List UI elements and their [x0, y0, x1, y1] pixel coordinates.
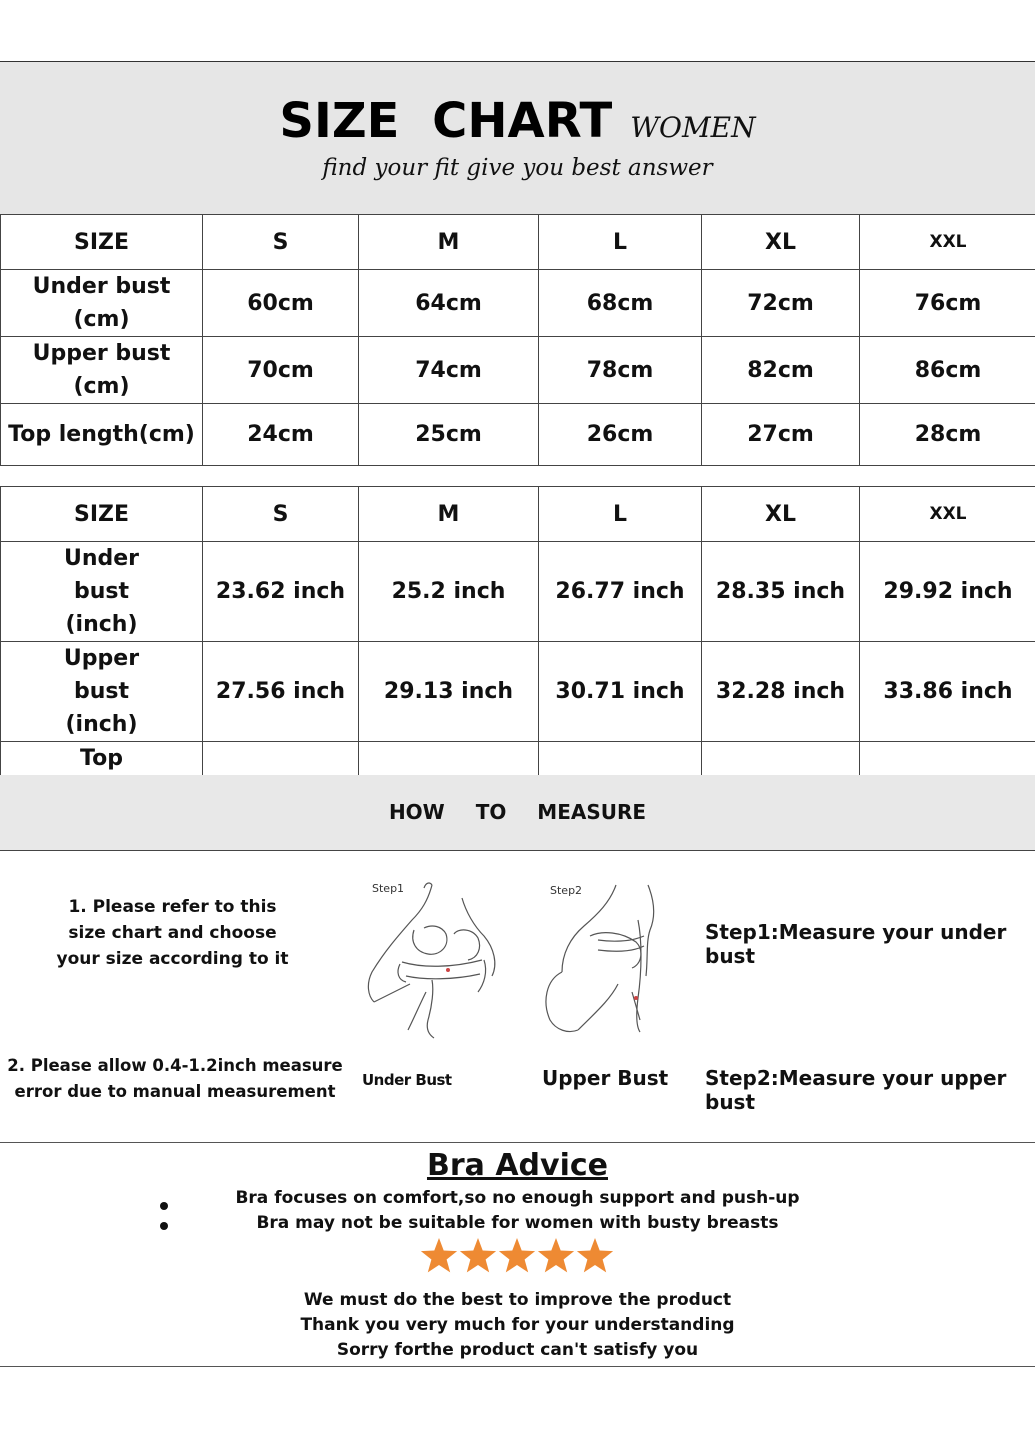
advice-title: Bra Advice: [426, 1148, 608, 1183]
note-size-chart: 1. Please refer to this size chart and choose your size according to it: [56, 897, 289, 969]
table-cell: 30.71 inch: [539, 642, 702, 742]
table-cell: 25.2 inch: [359, 542, 539, 642]
row-label: Upper bust (cm): [1, 337, 203, 404]
advice-line-2: Bra may not be suitable for women with busty breasts: [256, 1213, 779, 1233]
size-header-cell: SIZE: [1, 215, 203, 270]
section-divider: [0, 1366, 1035, 1367]
row-label: Top length(cm): [1, 404, 203, 466]
row-label: Upper bust (inch): [1, 642, 203, 742]
title-block: [0, 93, 1035, 149]
step2-instruction: Step2:Measure your upper bust: [705, 1066, 1007, 1114]
star-icon: [499, 1238, 535, 1272]
upper-bust-illustration: [538, 880, 668, 1040]
table-cell: 23.62 inch: [203, 542, 359, 642]
title-suffix: WOMEN: [630, 111, 756, 144]
table-row: [1, 642, 1035, 742]
table-cell: 32.28 inch: [702, 642, 860, 742]
table-cell: 27cm: [702, 404, 860, 466]
row-label: Top: [1, 742, 203, 842]
star-icon: [460, 1238, 496, 1272]
size-xxl: XXL: [860, 215, 1035, 270]
table-cell: 26.77 inch: [539, 542, 702, 642]
table-row: [1, 337, 1035, 404]
stars-svg: [420, 1237, 615, 1275]
table-cell: 26cm: [539, 404, 702, 466]
advice-line-4: Thank you very much for your understanding: [300, 1315, 735, 1335]
table-cell: 78cm: [539, 337, 702, 404]
size-l: L: [539, 215, 702, 270]
size-header-cell: SIZE: [1, 487, 203, 542]
advice-line-5: Sorry forthe product can't satisfy you: [336, 1340, 699, 1360]
table-cell: 24cm: [203, 404, 359, 466]
table-cell: 25cm: [359, 404, 539, 466]
step1-tag: Step1: [372, 882, 405, 895]
step2-caption: Upper Bust: [542, 1066, 669, 1090]
table-cell: 33.86 inch: [860, 642, 1035, 742]
size-xxl: XXL: [860, 487, 1035, 542]
star-icon: [421, 1238, 457, 1272]
table-cell: 64cm: [359, 270, 539, 337]
table-header-row: [1, 215, 1035, 270]
size-m: M: [359, 487, 539, 542]
table-cell: 72cm: [702, 270, 860, 337]
step2-tag: Step2: [550, 884, 583, 897]
size-xl: XL: [702, 487, 860, 542]
page-title: SIZE CHART: [279, 93, 613, 149]
row-label: Under bust (cm): [1, 270, 203, 337]
advice-line-1: Bra focuses on comfort,so no enough support and push-up: [235, 1188, 800, 1208]
size-xl: XL: [702, 215, 860, 270]
star-icon: [577, 1238, 613, 1272]
table-cell: 60cm: [203, 270, 359, 337]
table-cell: 74cm: [359, 337, 539, 404]
size-l: L: [539, 487, 702, 542]
step1-instruction: Step1:Measure your under bust: [705, 920, 1007, 968]
advice-line-3: We must do the best to improve the product: [303, 1290, 732, 1310]
note-measure-error: 2. Please allow 0.4-1.2inch measure error due to manual measurement: [7, 1056, 343, 1101]
under-bust-illustration: [362, 880, 512, 1040]
star-rating: [0, 1237, 1035, 1279]
size-m: M: [359, 215, 539, 270]
table-row: [1, 542, 1035, 642]
table-cell: 27.56 inch: [203, 642, 359, 742]
table-cell: 76cm: [860, 270, 1035, 337]
table-cell: 29.13 inch: [359, 642, 539, 742]
size-table-cm: [0, 214, 1035, 466]
table-row: [1, 270, 1035, 337]
page-subtitle: find your fit give you best answer: [322, 155, 713, 181]
row-label: Under bust (inch): [1, 542, 203, 642]
how-to-measure-title: HOW TO MEASURE: [388, 800, 647, 824]
table-cell: 82cm: [702, 337, 860, 404]
size-s: S: [203, 487, 359, 542]
table-cell: 28cm: [860, 404, 1035, 466]
size-s: S: [203, 215, 359, 270]
step1-caption: Under Bust: [362, 1071, 452, 1089]
table-cell: 70cm: [203, 337, 359, 404]
table-header-row: [1, 487, 1035, 542]
table-cell: 28.35 inch: [702, 542, 860, 642]
section-divider: [0, 1142, 1035, 1143]
table-cell: 29.92 inch: [860, 542, 1035, 642]
table-row: [1, 404, 1035, 466]
table-cell: 68cm: [539, 270, 702, 337]
table-cell: 86cm: [860, 337, 1035, 404]
star-icon: [538, 1238, 574, 1272]
